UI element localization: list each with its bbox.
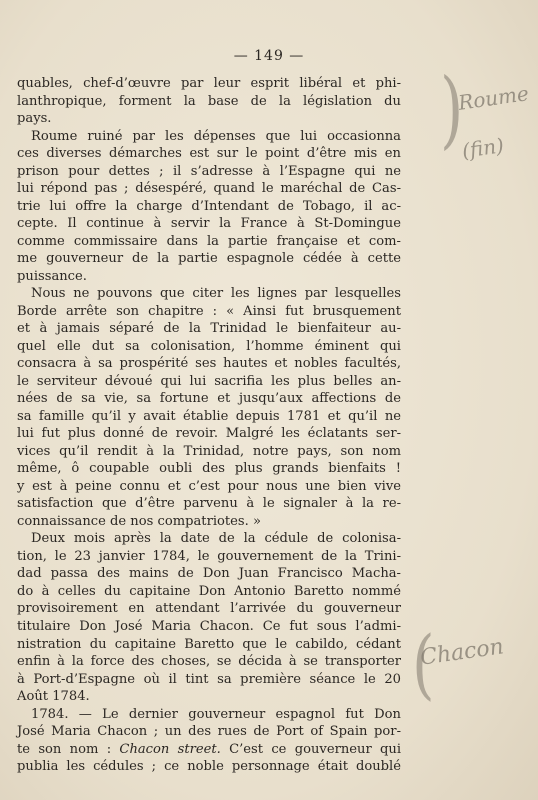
- text-segment: te son nom :: [17, 741, 120, 757]
- text-line: cepte. Il continue à servir la France à St-Domingue: [17, 216, 401, 232]
- margin-brace: (: [412, 619, 435, 709]
- text-line: y est à peine connu et c’est pour nous une bien vive: [17, 478, 401, 494]
- text-line: comme commissaire dans la partie française et com-: [17, 233, 401, 249]
- text-line: do à celles du capitaine Don Antonio Baretto nommé: [17, 583, 401, 599]
- text-line: connaissance de nos compatriotes. »: [17, 513, 261, 529]
- text-line: lui fut plus donné de revoir. Malgré les éclatants ser-: [17, 426, 401, 442]
- text-line: lanthropique, forment la base de la législation du: [17, 93, 401, 109]
- text-line: même, ô coupable oubli des plus grands bienfaits !: [17, 461, 401, 477]
- text-line: pays.: [17, 111, 52, 127]
- italic-street-name: Chacon street.: [119, 741, 221, 757]
- text-line: prison pour dettes ; il s’adresse à l’Espagne qui ne: [17, 163, 401, 179]
- text-line: puissance.: [17, 268, 87, 284]
- text-line: et à jamais séparé de la Trinidad le bienfaiteur au-: [17, 321, 401, 337]
- body-text: [17, 75, 401, 776]
- margin-note-fin: (fin): [460, 133, 506, 163]
- text-line: titulaire Don José Maria Chacon. Ce fut sous l’admi-: [17, 618, 401, 634]
- text-line: nistration du capitaine Baretto que le cabildo, cédant: [17, 636, 401, 652]
- text-line: satisfaction que d’être parvenu à le signaler à la re-: [17, 496, 401, 512]
- text-line: vices qu’il rendit à la Trinidad, notre pays, son nom: [17, 443, 401, 459]
- text-line: le serviteur dévoué qui lui sacrifia les plus belles an-: [17, 373, 401, 389]
- text-line: José Maria Chacon ; un des rues de Port of Spain por-: [17, 724, 401, 740]
- text-line: 1784. — Le dernier gouverneur espagnol fut Don: [31, 706, 401, 722]
- text-line: ces diverses démarches est sur le point d’être mis en: [17, 146, 401, 162]
- text-line: Roume ruiné par les dépenses que lui occasionna: [31, 128, 401, 144]
- text-line: Borde arrête son chapitre : « Ainsi fut brusquement: [17, 303, 401, 319]
- text-line: nées de sa vie, sa fortune et jusqu’aux affections de: [17, 391, 401, 407]
- text-line: me gouverneur de la partie espagnole cédée à cette: [17, 251, 401, 267]
- margin-note-roume: Roume: [456, 81, 531, 115]
- text-line: trie lui offre la charge d’Intendant de Tobago, il ac-: [17, 198, 401, 214]
- text-line: quel elle dut sa colonisation, l’homme éminent qui: [17, 338, 401, 354]
- text-line: dad passa des mains de Don Juan Francisco Macha-: [17, 566, 401, 582]
- text-line: sa famille qu’il y avait établie depuis 1781 et qu’il ne: [17, 408, 401, 424]
- text-line: Nous ne pouvons que citer les lignes par lesquelles: [31, 286, 401, 302]
- text-line: consacra à sa prospérité ses hautes et nobles facultés,: [17, 356, 401, 372]
- page-number: — 149 —: [233, 48, 305, 64]
- text-segment: C’est ce gouverneur qui: [220, 741, 402, 757]
- text-line: quables, chef-d’œuvre par leur esprit libéral et phi-: [17, 76, 401, 91]
- text-line: enfin à la force des choses, se décida à se transporter: [17, 654, 401, 670]
- text-line: Août 1784.: [17, 689, 90, 705]
- text-line: lui répond pas ; désespéré, quand le maréchal de Cas-: [17, 181, 401, 197]
- text-line: provisoirement en attendant l’arrivée du gouverneur: [17, 601, 401, 617]
- text-line: Deux mois après la date de la cédule de colonisa-: [31, 531, 401, 547]
- text-line: [17, 741, 401, 759]
- text-line: à Port-d’Espagne où il tint sa première séance le 20: [17, 671, 401, 687]
- margin-note-chacon: Chacon: [418, 634, 506, 671]
- margin-brace: ): [440, 61, 464, 159]
- text-line: publia les cédules ; ce noble personnage était doublé: [17, 759, 401, 775]
- text-line: tion, le 23 janvier 1784, le gouvernement de la Trini-: [17, 548, 401, 564]
